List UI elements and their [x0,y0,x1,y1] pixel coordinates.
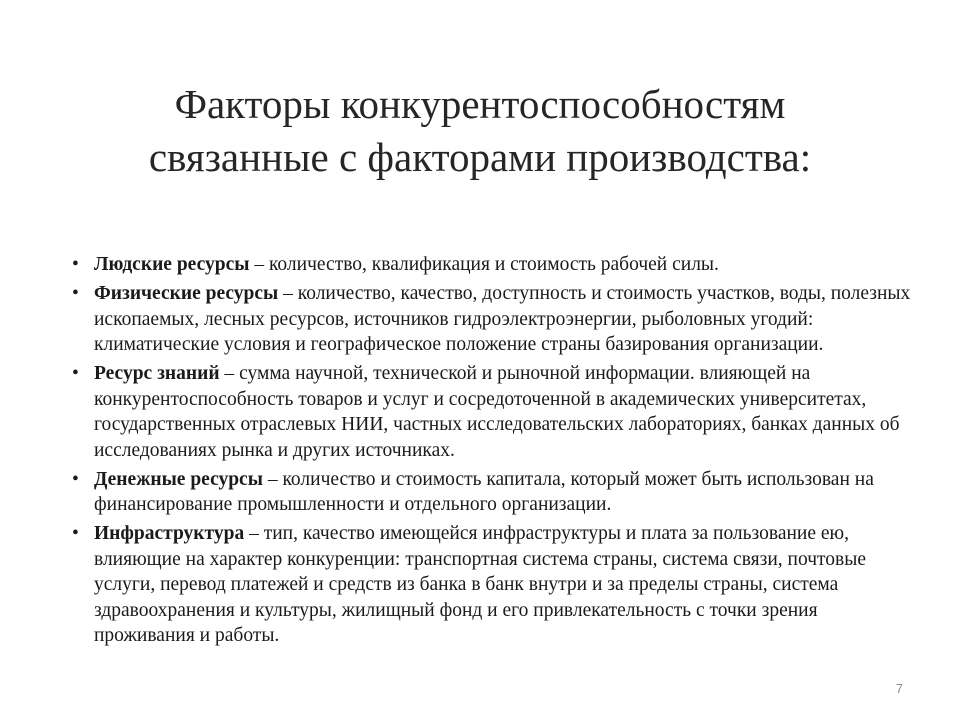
item-term: Людские ресурсы [94,254,250,275]
item-text: – количество, качество, доступность и стоимость участков, воды, полезных ископаемых, лесных ресурсов, источников гидроэлектроэнергии, рыболовных угодий: климатические условия и географическое положение страны базирования организации. [94,283,911,355]
item-text: – сумма научной, технической и рыночной информации. влияющей на конкурентоспособность товаров и услуг и сосредоточенной в академических университетах, государственных отраслевых НИИ, частных исследовательских лабораториях, банках данных об исследованиях рынка и других источниках. [94,363,900,461]
list-item-infrastructure [72,521,920,649]
item-text: – количество и стоимость капитала, который может быть использован на финансирование промышленности и отдельного организации. [94,468,874,515]
list-item-human-resources [72,252,920,278]
bullet-icon: • [72,468,79,490]
item-text: – количество, квалификация и стоимость рабочей силы. [249,254,719,275]
item-term: Ресурс знаний [94,363,220,384]
list-item-physical-resources [72,281,920,358]
bullet-icon: • [72,523,79,544]
slide-title-line-1: Факторы конкурентоспособностям [174,81,786,127]
slide-title-line-2: связанные с факторами производства: [148,134,812,180]
slide-title [60,78,900,184]
bullet-icon: • [72,283,79,304]
bullet-list [72,252,920,652]
bullet-icon: • [72,363,79,384]
list-item-monetary-resources [72,467,920,518]
list-item-knowledge-resource [72,361,920,463]
page-number: 7 [895,681,903,696]
item-text: – тип, качество имеющейся инфраструктуры и плата за пользование ею, влияющие на характер конкуренции: транспортная система страны, система связи, почтовые услуги, перевод платежей и средств из банка в банк внутри и за пределы страны, система здравоохранения и культуры, жилищный фонд и его привлекательность с точки зрения проживания и работы. [94,523,866,646]
item-term: Инфраструктура [94,523,245,544]
item-term: Физические ресурсы [94,283,279,304]
bullet-icon: • [72,254,79,275]
item-term: Денежные ресурсы [94,468,263,490]
